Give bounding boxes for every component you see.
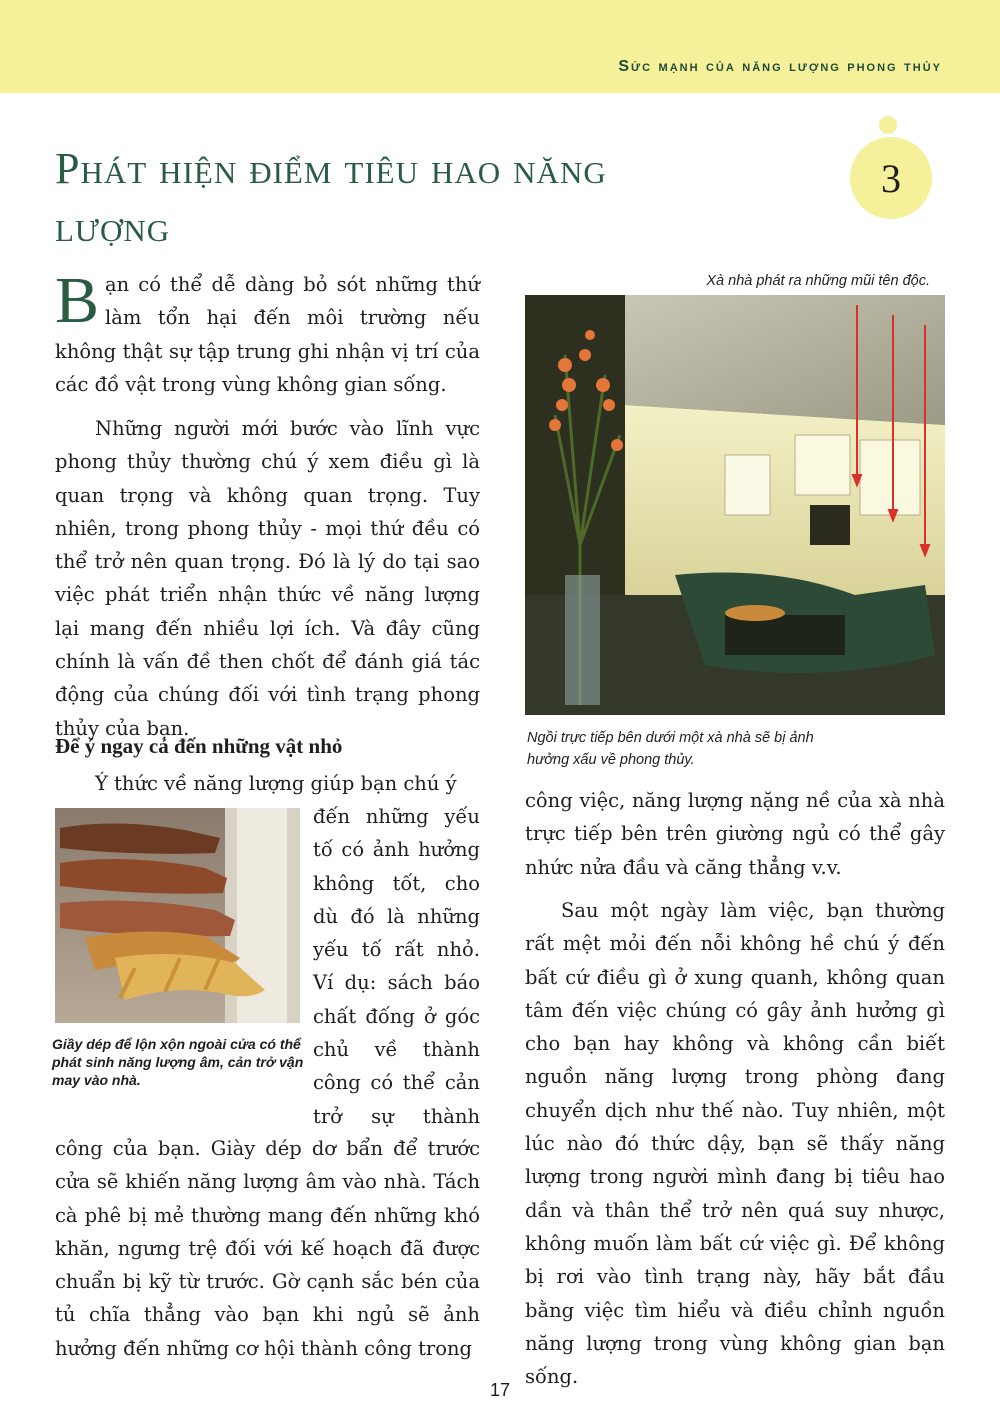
room-bottom-caption: Ngồi trực tiếp bên dưới một xà nhà sẽ bị ảnh hưởng xấu về phong thủy. — [527, 730, 814, 768]
shoe-photo — [55, 808, 300, 1023]
living-room-photo — [525, 295, 945, 715]
section-continuation: công của bạn. Giày dép dơ bẩn để trước cửa sẽ khiến năng lượng âm vào nhà. Tách cà phê bị mẻ thường mang đến những khó khăn, ngưng trệ đối với kế hoạch đã được chuẩn bị kỹ từ trước. Gờ cạnh sắc bén của tủ chĩa thẳng vào bạn khi ngủ sẽ ảnh hưởng đến những cơ hội thành công trong — [55, 1137, 480, 1360]
right-column-continuation: công việc, năng lượng nặng nề của xà nhà trực tiếp bên trên giường ngủ có thể gây nhức nửa đầu và căng thẳng v.v. — [525, 789, 945, 879]
shoe-caption: Giầy dép để lộn xộn ngoài cửa có thể phát sinh năng lượng âm, cản trở vận may vào nhà. — [52, 1036, 304, 1088]
narrow-text-column: đến những yếu tố có ảnh hưởng không tốt, cho dù đó là những yếu tố rất nhỏ. Ví dụ: sách báo chất đống ở góc chủ về thành công có thể cản trở sự thành — [313, 805, 480, 1128]
section-heading: Để ý ngay cả đến những vật nhỏ — [55, 734, 343, 758]
living-room-illustration — [525, 295, 945, 715]
room-top-caption: Xà nhà phát ra những mũi tên độc. — [706, 273, 930, 289]
chapter-number-badge — [850, 137, 932, 219]
drop-cap: B — [55, 264, 100, 337]
running-title: Sức mạnh của năng lượng phong thủy — [618, 58, 942, 75]
section-lead: Ý thức về năng lượng giúp bạn chú ý — [95, 772, 457, 795]
chapter-number: 3 — [881, 155, 901, 201]
decorative-dot — [879, 116, 897, 134]
paragraph-2: Những người mới bước vào lĩnh vực phong thủy thường chú ý xem điều gì là quan trọng và không quan trọng. Tuy nhiên, trong phong thủy - mọi thứ đều có thể trở nên quan trọng. Đó là lý do tại sao việc phát triển nhận thức về năng lượng lại mang đến nhiều lợi ích. Và đây cũng chính là vấn đề then chốt để đánh giá tác động của chúng đối với tình trạng phong thủy của bạn. — [55, 417, 480, 740]
intro-text: ạn có thể dễ dàng bỏ sót những thứ làm tổn hại đến môi trường nếu không thật sự tập trung ghi nhận vị trí của các đồ vật trong vùng không gian sống. — [55, 273, 480, 396]
right-column-paragraph: Sau một ngày làm việc, bạn thường rất mệt mỏi đến nỗi không hề chú ý đến bất cứ điều gì ở xung quanh, không quan tâm đến việc chúng có gây ảnh hưởng gì cho bạn hay không và không cần biết nguồn năng lượng trong phòng đang chuyển dịch như thế nào. Tuy nhiên, một lúc nào đó thức dậy, bạn sẽ thấy năng lượng trong người mình đang bị tiêu hao dần và thân thể trở nên quá suy nhược, không muốn làm bất cứ việc gì. Để không bị rơi vào tình trạng này, hãy bắt đầu bằng việc tìm hiểu và điều chỉnh nguồn năng lượng trong vùng không gian bạn sống. — [525, 899, 945, 1389]
shoe-illustration — [55, 808, 300, 1023]
header-band — [0, 0, 1000, 93]
intro-paragraph — [55, 264, 480, 401]
chapter-title: Phát hiện điểm tiêu hao năng lượng — [55, 144, 607, 251]
page-number: 17 — [489, 1380, 511, 1400]
